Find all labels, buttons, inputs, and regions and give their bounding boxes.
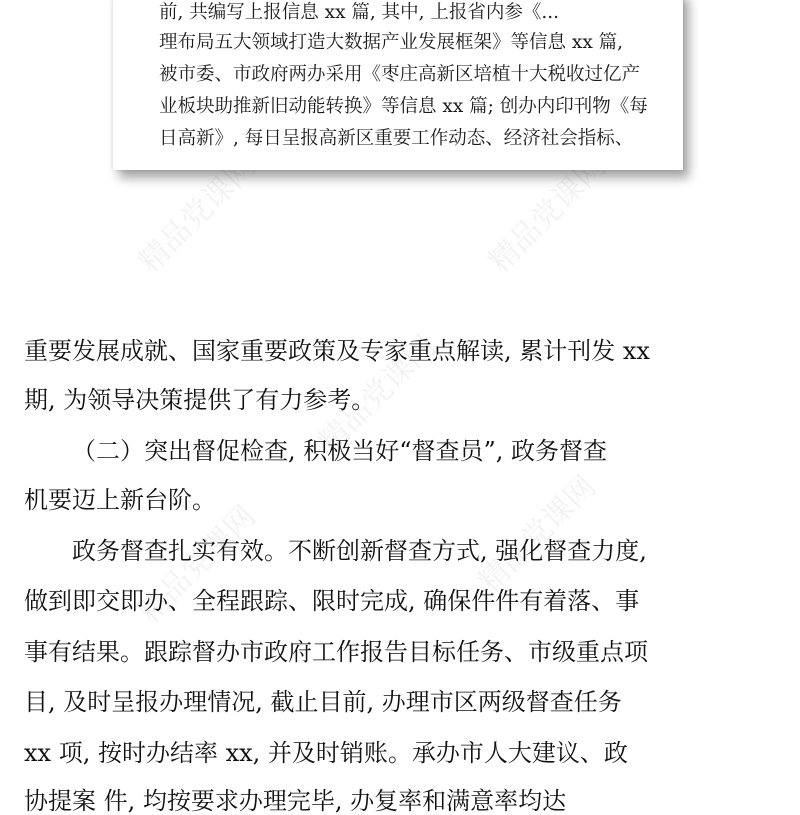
excerpt-line: 业板块助推新旧动能转换》等信息 xx 篇; 创办内印刊物《每 <box>159 96 648 117</box>
excerpt-card <box>113 0 683 170</box>
excerpt-line: 理布局五大领域打造大数据产业发展框架》等信息 xx 篇, <box>159 32 624 53</box>
paragraph-line: 重要发展成就、国家重要政策及专家重点解读, 累计刊发 xx <box>24 337 650 365</box>
paragraph-line: 政务督查扎实有效。不断创新督查方式, 强化督查力度, <box>72 537 647 565</box>
paragraph-line: 做到即交即办、全程跟踪、限时完成, 确保件件有着落、事 <box>24 587 640 615</box>
paragraph-line: 期, 为领导决策提供了有力参考。 <box>24 386 376 414</box>
watermark: 精品党课网 <box>312 329 443 460</box>
watermark: 精品党课网 <box>132 149 263 280</box>
section-heading: （二）突出督促检查, 积极当好“督查员”, 政务督查 <box>72 437 608 465</box>
paragraph-line: xx 项, 按时办结率 xx, 并及时销账。承办市人大建议、政 <box>24 739 628 767</box>
paragraph-line: 事有结果。跟踪督办市政府工作报告目标任务、市级重点项 <box>24 638 648 666</box>
section-heading-cont: 机要迈上新台阶。 <box>24 486 216 514</box>
watermark: 精品党课网 <box>132 499 263 630</box>
paragraph-line: 目, 及时呈报办理情况, 截止目前, 办理市区两级督查任务 <box>24 688 622 716</box>
excerpt-line: 被市委、市政府两办采用《枣庄高新区培植十大税收过亿产 <box>159 64 641 85</box>
watermark: 精品党课网 <box>472 469 603 600</box>
excerpt-line: 前, 共编写上报信息 xx 篇, 其中, 上报省内参《... <box>159 2 560 23</box>
watermark: 精品党课网 <box>482 149 613 280</box>
paragraph-line: 协提案 件, 均按要求办理完毕, 办复率和满意率均达 <box>24 787 567 815</box>
excerpt-line: 日高新》, 每日呈报高新区重要工作动态、经济社会指标、 <box>159 128 634 149</box>
